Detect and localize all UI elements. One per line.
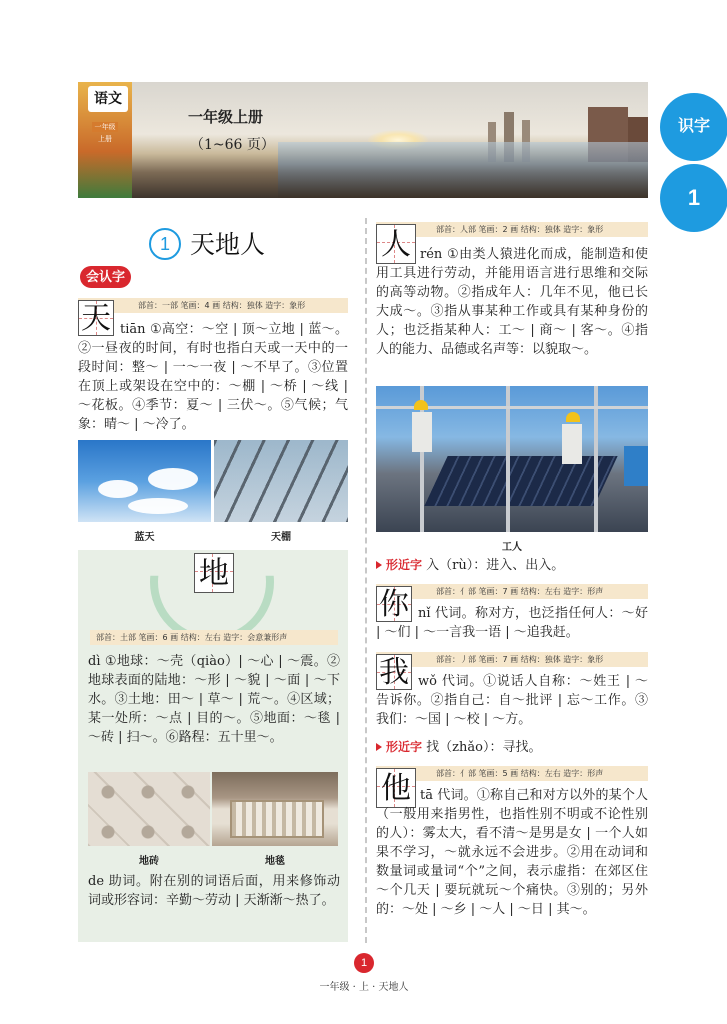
textbook-term: 上册 <box>98 135 112 143</box>
char-box-ni <box>376 586 412 622</box>
textbook-title: 语文 <box>88 86 128 112</box>
page-range: （1~66 页） <box>190 137 275 153</box>
char-ren: 人 <box>381 227 411 262</box>
near-char-marker-icon <box>376 743 382 751</box>
recognize-badge: 会认字 <box>80 266 131 288</box>
char-wo: 我 <box>379 655 409 690</box>
caption-carpet: 地毯 <box>265 856 285 867</box>
entry-meta-di: 部首：土部 笔画：6 画 结构：左右 造字：会意兼形声 <box>90 630 338 645</box>
char-box-ta <box>376 768 416 808</box>
caption-blue-sky: 蓝天 <box>134 532 155 543</box>
char-tian: 天 <box>81 301 111 336</box>
caption-floor-tile: 地砖 <box>139 856 159 867</box>
caption-canopy: 天棚 <box>271 532 291 543</box>
entry-meta-ren: 部首：人部 笔画：2 画 结构：独体 造字：象形 <box>376 222 648 237</box>
tab-number[interactable] <box>660 164 727 232</box>
char-box-ren <box>376 224 416 264</box>
near-char-marker-icon <box>376 561 382 569</box>
near-char-text: 找（zhǎo）：寻找。 <box>426 740 542 755</box>
photo-workers <box>376 386 648 532</box>
entry-meta-tian: 部首：一部 笔画：4 画 结构：独体 造字：象形 <box>78 298 348 313</box>
entry-meta-ni: 部首：亻部 笔画：7 画 结构：左右 造字：形声 <box>376 584 648 599</box>
header-banner <box>78 82 648 198</box>
entry-text-tian: tiān ①高空：～空 | 顶～立地 | 蓝～。②一昼夜的时间，有时也指白天或一天中的一段时间：整～ | 一～一夜 | ～不早了。③位置在顶上或架设在空中的：～棚 | ～桥 | ～线 | ～花板。④季节：夏～ | 三伏～。⑤气候；气象：晴～ | ～冷了。 <box>78 322 348 432</box>
column-divider <box>365 218 367 943</box>
lesson-number: 1 <box>149 228 181 260</box>
near-char-wo <box>376 738 648 757</box>
char-ni: 你 <box>379 587 409 622</box>
near-char-ren <box>376 556 648 575</box>
entry-meta-wo: 部首：丿部 笔画：7 画 结构：独体 造字：象形 <box>376 652 648 667</box>
char-box-tian <box>78 300 114 336</box>
entry-text-ren: rén ①由类人猿进化而成，能制造和使用工具进行劳动，并能用语言进行思维和交际的高等动物。②指成年人：几年不见，他已长大成～。③指从事某种工作或具有某种身份的人；也泛指某种人：工～ | 商～ | 客～。④指人的能力、品德或名声等：以貌取～。 <box>376 247 648 357</box>
entry-text-ta: tā 代词。①称自己和对方以外的某个人（一般用来指男性，也指性别不明或不论性别的人）：雾太大，看不清～是男是女 | 一个人如果不学习，～就永远不会进步。②用在动词和数量词或量词“个”之间，表示虚指：在郊区住～个几天 | 要玩就玩～个痛快。③别的；另外的：～处 | ～乡 | ～人 | ～日 | 其～。 <box>376 788 648 917</box>
char-box-wo <box>376 654 412 690</box>
textbook-cover <box>78 82 132 198</box>
photo-floor-tile <box>88 772 210 846</box>
caption-workers: 工人 <box>502 542 522 553</box>
tab-section-label: 识字 <box>677 118 710 135</box>
grade-title: 一年级上册 <box>188 109 264 126</box>
entry-text-de: de 助词。附在别的词语后面，用来修饰动词或形容词：辛勤～劳动 | 天渐渐～热了。 <box>88 874 340 908</box>
page-number: 1 <box>354 953 374 973</box>
entry-text-wo: wǒ 代词。①说话人自称：～姓王 | ～告诉你。②指自己：自～批评 | 忘～工作。③我们：～国 | ～校 | ～方。 <box>376 674 648 727</box>
entry-meta-ta: 部首：亻部 笔画：5 画 结构：左右 造字：形声 <box>376 766 648 781</box>
page-footer: 一年级 · 上 · 天地人 <box>319 982 409 993</box>
textbook-grade: 一年级 <box>92 122 118 132</box>
near-char-text: 入（rù）：进入、出入。 <box>426 558 565 573</box>
entry-text-di: dì ①地球：～壳（qiào）| ～心 | ～震。②地球表面的陆地：～形 | ～貌 | ～面 | ～下水。③土地：田～ | 草～ | 荒～。④区域；某一处所：～点 | 目的～。⑤地面：～毯 | ～砖 | 扫～。⑥路程：五十里～。 <box>88 654 340 745</box>
lesson-title: 天地人 <box>190 230 266 259</box>
photo-canopy <box>214 440 348 522</box>
entry-text-ni: nǐ 代词。称对方，也泛指任何人：～好 | ～们 | ～一言我一语 | ～追我赶。 <box>376 606 648 640</box>
char-ta: 他 <box>381 771 411 806</box>
photo-carpet <box>212 772 338 846</box>
near-char-label: 形近字 <box>386 558 423 572</box>
char-di: 地 <box>199 556 229 591</box>
tab-section[interactable] <box>660 93 727 161</box>
photo-blue-sky <box>78 440 211 522</box>
tab-number-label: 1 <box>687 185 701 210</box>
near-char-label: 形近字 <box>386 740 423 754</box>
char-box-di <box>194 553 234 593</box>
sea-shore <box>278 142 648 198</box>
